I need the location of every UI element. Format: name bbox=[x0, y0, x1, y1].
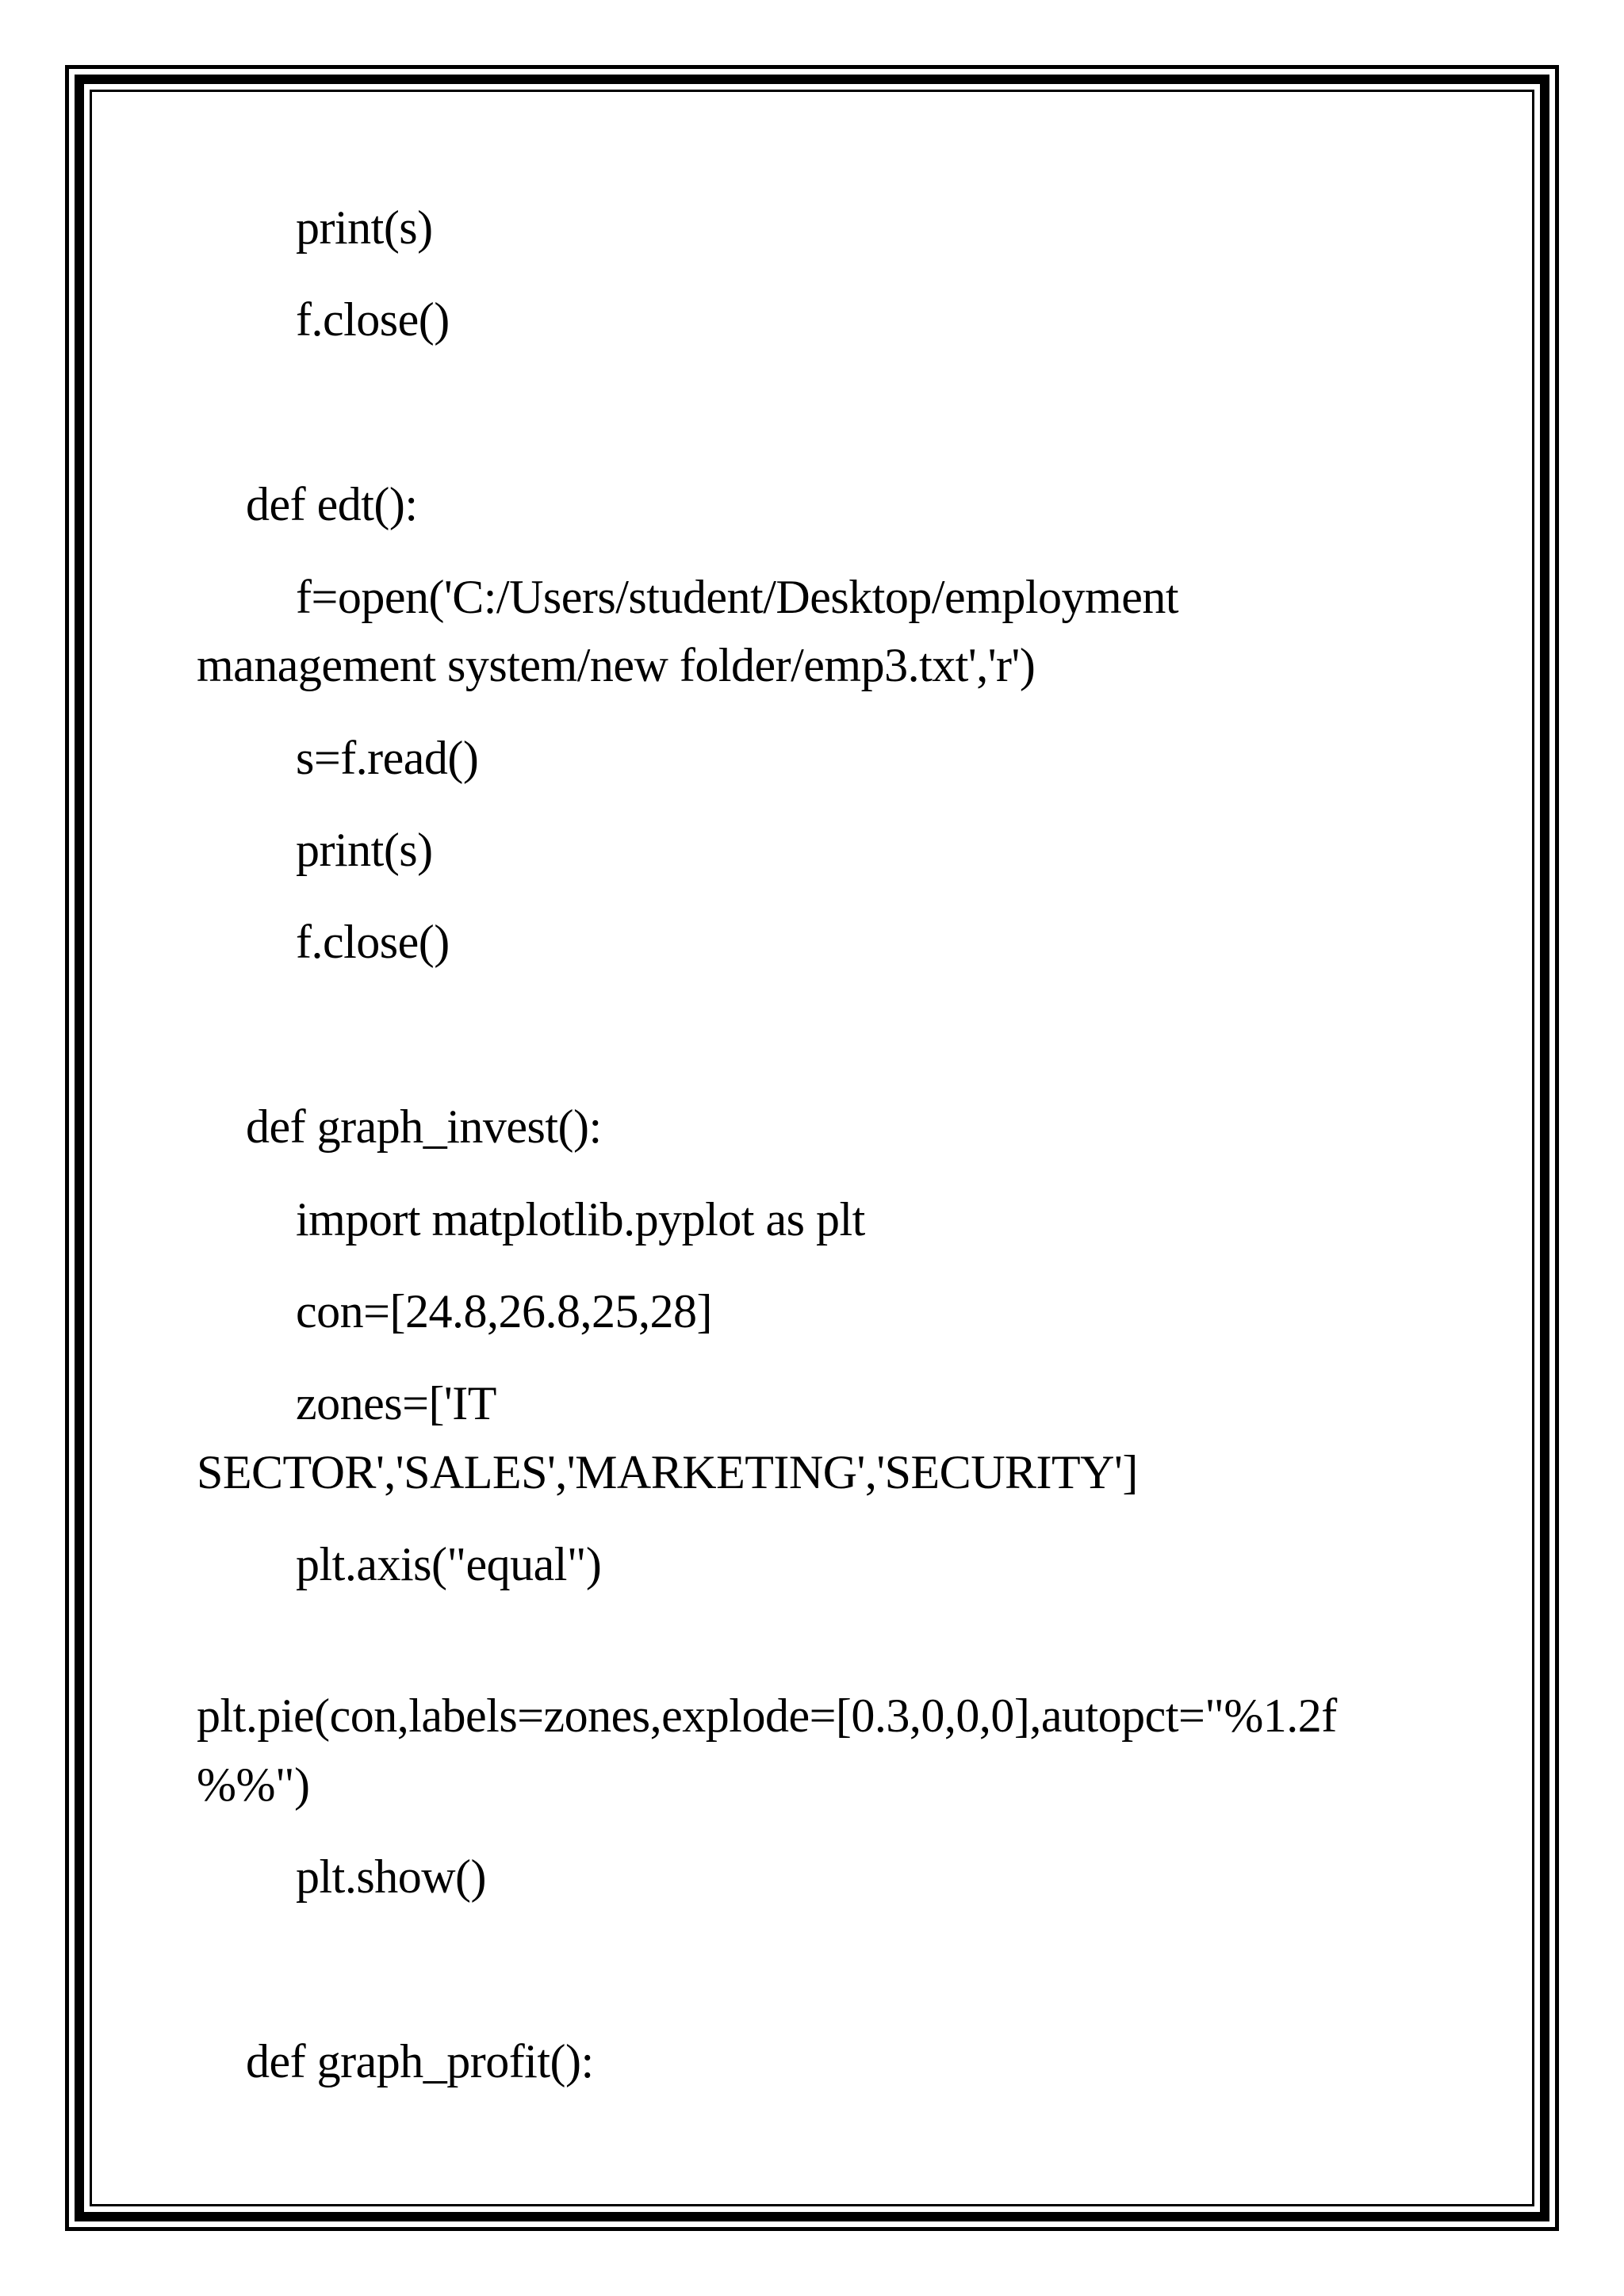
code-line: zones=['IT bbox=[296, 1377, 496, 1429]
code-line: plt.axis("equal") bbox=[296, 1538, 602, 1590]
code-line: import matplotlib.pyplot as plt bbox=[296, 1193, 865, 1246]
code-line: print(s) bbox=[296, 201, 433, 254]
code-line: print(s) bbox=[296, 824, 433, 876]
code-line: plt.pie(con,labels=zones,explode=[0.3,0,0,0],autopct="%1.2f bbox=[197, 1689, 1337, 1742]
code-line: f.close() bbox=[296, 293, 450, 346]
code-line: def graph_profit(): bbox=[246, 2035, 594, 2087]
code-line: def edt(): bbox=[246, 478, 418, 530]
code-line: f.close() bbox=[296, 916, 450, 968]
code-line: %%") bbox=[197, 1758, 310, 1811]
code-line: SECTOR','SALES','MARKETING','SECURITY'] bbox=[197, 1446, 1138, 1498]
code-line: plt.show() bbox=[296, 1850, 486, 1903]
code-line: s=f.read() bbox=[296, 732, 479, 784]
code-line: f=open('C:/Users/student/Desktop/employment bbox=[296, 571, 1178, 623]
code-line: con=[24.8,26.8,25,28] bbox=[296, 1285, 712, 1337]
code-line: management system/new folder/emp3.txt','r') bbox=[197, 639, 1036, 691]
code-line: def graph_invest(): bbox=[246, 1100, 602, 1153]
